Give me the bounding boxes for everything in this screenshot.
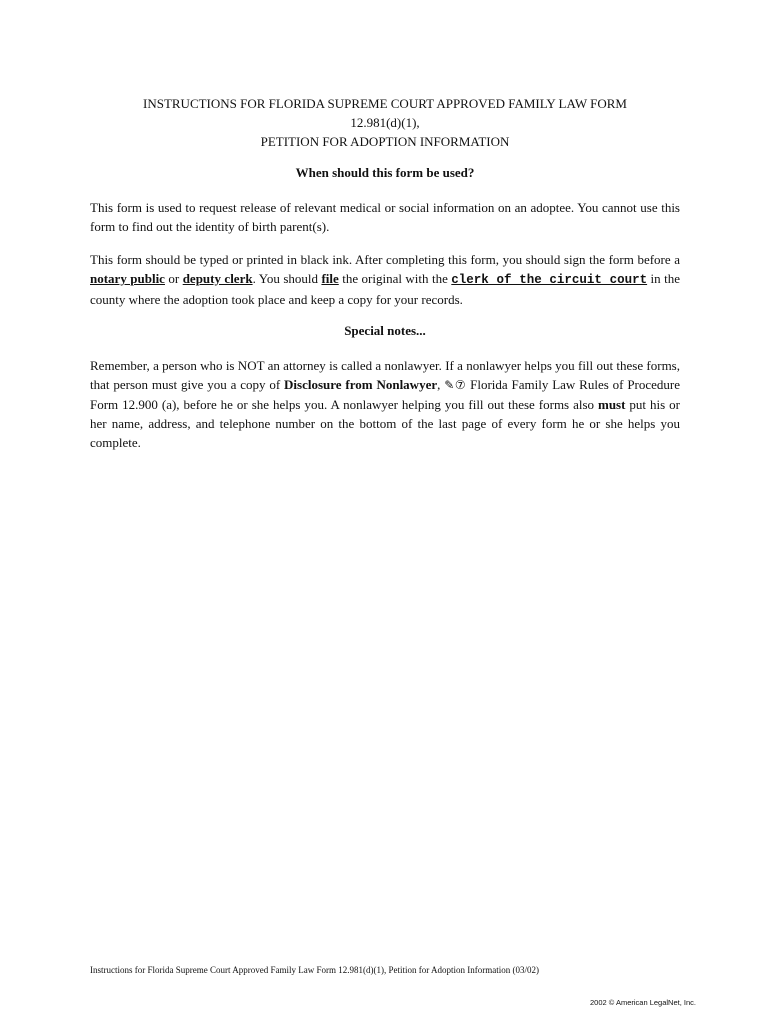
notes-text-2: , (437, 377, 445, 392)
page-footer: Instructions for Florida Supreme Court Approved Family Law Form 12.981(d)(1), Petition for Adoption Information (03/02) (90, 965, 539, 975)
notes-text-4: put his or her name, address, and telephone number on the bottom of the last page of every form he or she helps you complete. (90, 397, 680, 450)
paragraph-instructions (90, 250, 680, 309)
file-link[interactable]: file (321, 271, 339, 286)
instructions-text-5: in the county where the adoption took place and keep a copy for your records. (90, 271, 680, 307)
paragraph-purpose: This form is used to request release of relevant medical or social information on an adoptee. You cannot use this form to find out the identity of birth parent(s). (90, 200, 680, 234)
disclosure-form-name: Disclosure from Nonlawyer (284, 377, 438, 392)
instructions-text-1: This form should be typed or printed in black ink. After completing this form, you should sign the form before a (90, 252, 680, 267)
notes-text-1: Remember, a person who is NOT an attorney is called a nonlawyer. If a nonlawyer helps you fill out these forms, that person must give you a copy of (90, 358, 680, 392)
document-title (90, 94, 680, 151)
title-line-1: INSTRUCTIONS FOR FLORIDA SUPREME COURT APPROVED FAMILY LAW FORM (143, 96, 627, 111)
notary-public-link[interactable]: notary public (90, 271, 165, 286)
deputy-clerk-link[interactable]: deputy clerk (182, 271, 253, 286)
clerk-of-circuit-court-link[interactable]: clerk of the circuit court (451, 273, 648, 287)
instructions-text-3: . You should (252, 271, 322, 286)
instructions-text-2: or (164, 271, 183, 286)
copyright-notice: 2002 © American LegalNet, Inc. (589, 998, 696, 1007)
title-line-2: 12.981(d)(1), (350, 115, 420, 130)
title-line-3: PETITION FOR ADOPTION INFORMATION (260, 134, 510, 149)
section-heading-special-notes: Special notes... (344, 323, 426, 338)
section-heading-when: When should this form be used? (295, 165, 475, 180)
instructions-text-4: the original with the (338, 271, 452, 286)
paragraph-special-notes (90, 356, 680, 452)
pencil-form-number-icon: ✎⑦ (444, 378, 467, 392)
notes-text-3: Florida Family Law Rules of Procedure Form 12.900 (a), before he or she helps you. A nonlawyer helping you fill out these forms also (90, 377, 681, 412)
must-emphasis: must (598, 397, 626, 412)
